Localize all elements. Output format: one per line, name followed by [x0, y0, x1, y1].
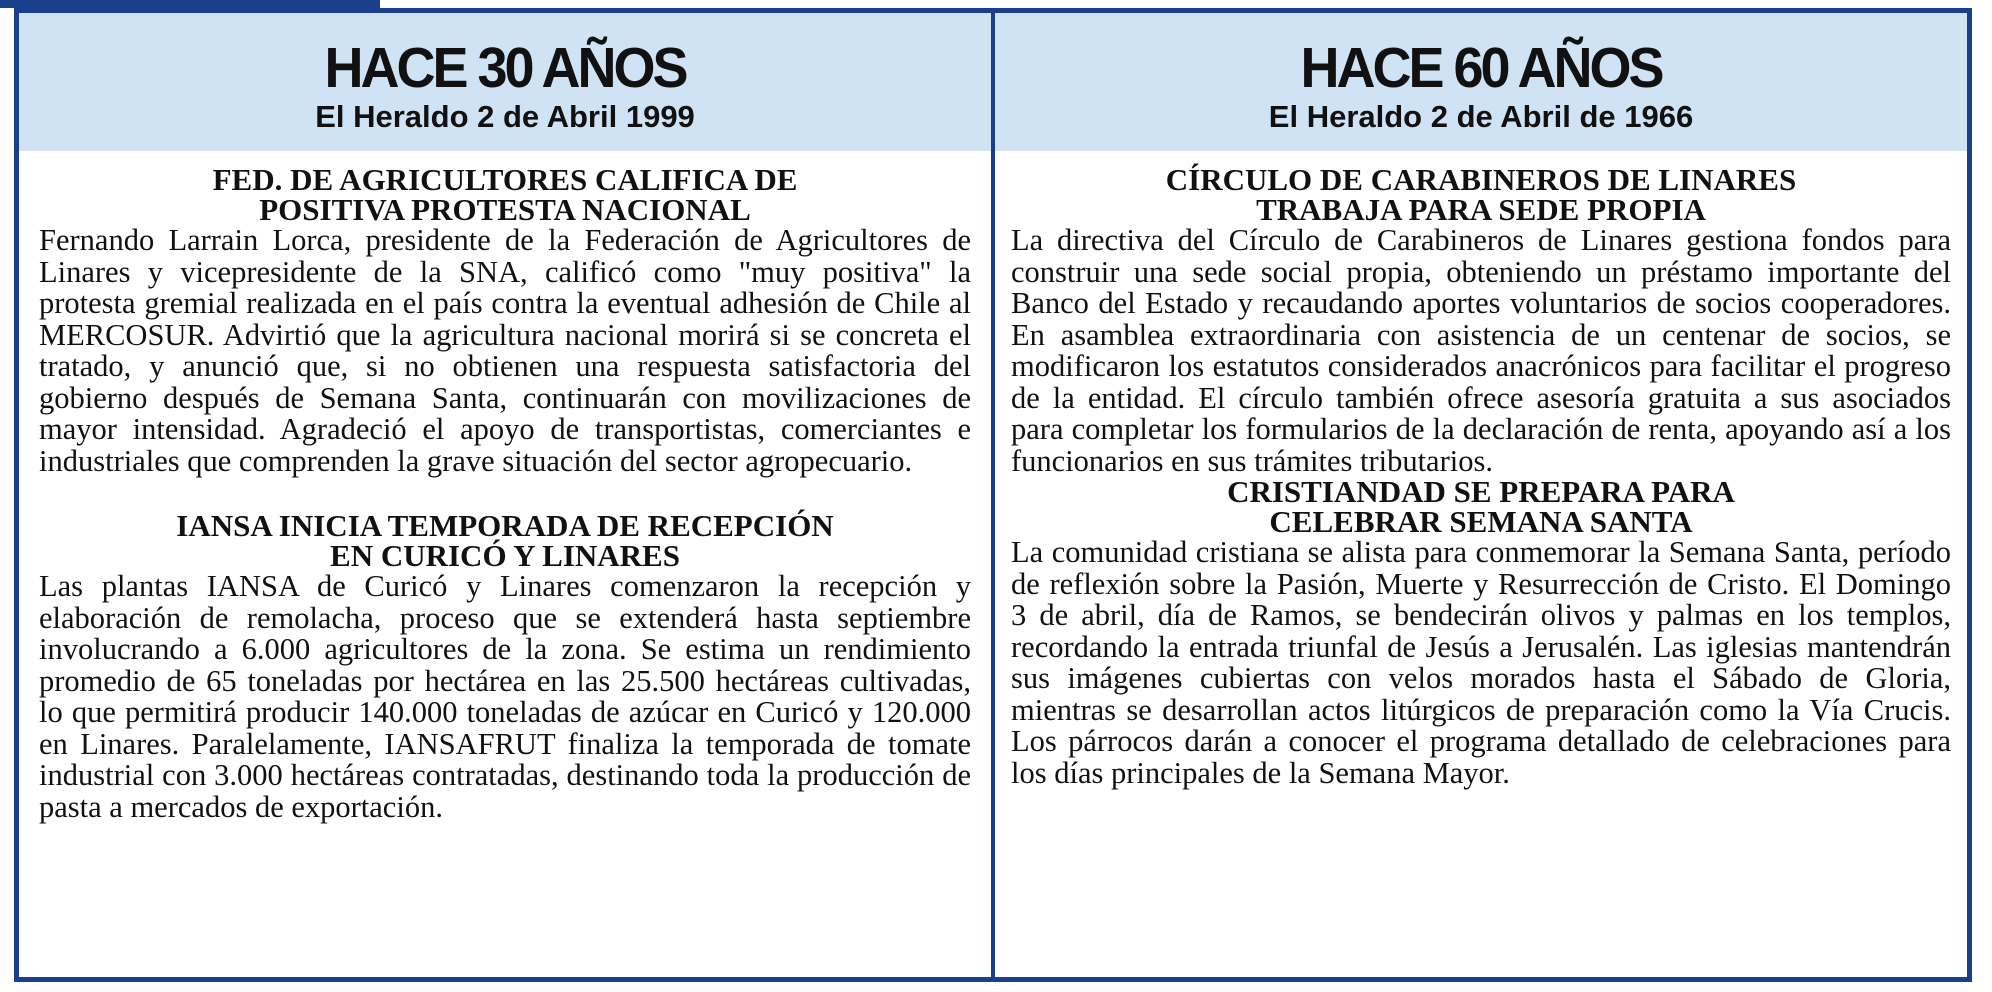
- headline-line: FED. DE AGRICULTORES CALIFICA DE: [212, 162, 798, 197]
- article-headline: [1011, 162, 1951, 227]
- article-circulo-carabineros: [1011, 162, 1951, 478]
- article-semana-santa: [1011, 474, 1951, 790]
- column-30-years: [19, 13, 995, 977]
- section-title: HACE 60 AÑOS: [1300, 36, 1662, 100]
- column-60-years: [995, 13, 1967, 977]
- headline-line: IANSA INICIA TEMPORADA DE RECEPCIÓN: [176, 508, 834, 543]
- headline-line: CELEBRAR SEMANA SANTA: [1269, 504, 1693, 539]
- headline-line: CÍRCULO DE CARABINEROS DE LINARES: [1165, 162, 1797, 197]
- article-iansa: [39, 508, 971, 824]
- spacer: [39, 477, 971, 511]
- top-accent-bar: [0, 0, 380, 8]
- article-body: Fernando Larrain Lorca, presidente de la Federación de Agricultores de Linares y vicepresidente de la SNA, calificó como "muy positiva" la protesta gremial realizada en el país contra la eventual adhesión de Chile al MERCOSUR. Advirtió que la agricultura nacional morirá si se concreta el tratado, y anunció que, si no obtienen una respuesta satisfactoria del gobierno después de Semana Santa, continuarán con movilizaciones de mayor intensidad. Agradeció el apoyo de transportistas, comerciantes e industriales que comprenden la grave situación del sector agropecuario.: [39, 223, 971, 478]
- article-headline: [39, 162, 971, 227]
- section-subtitle: El Heraldo 2 de Abril de 1966: [1268, 99, 1694, 134]
- article-headline: [1011, 474, 1951, 539]
- section-subtitle: El Heraldo 2 de Abril 1999: [315, 99, 695, 134]
- article-body: Las plantas IANSA de Curicó y Linares comenzaron la recepción y elaboración de remolacha, proceso que se extenderá hasta septiembre involucrando a 6.000 agricultores de la zona. Se estima un rendimiento promedio de 65 toneladas por hectárea en las 25.500 hectáreas cultivadas, lo que permitirá producir 140.000 toneladas de azúcar en Curicó y 120.000 en Linares. Paralelamente, IANSAFRUT finaliza la temporada de tomate industrial con 3.000 hectáreas contratadas, destinando toda la producción de pasta a mercados de exportación.: [39, 569, 971, 824]
- column-content: [19, 151, 991, 823]
- column-content: [995, 151, 1967, 789]
- section-title: HACE 30 AÑOS: [324, 36, 686, 100]
- headline-line: EN CURICÓ Y LINARES: [330, 538, 680, 573]
- article-fed-agricultores: [39, 162, 971, 478]
- section-header-60-years: [995, 13, 1967, 151]
- article-body: La comunidad cristiana se alista para conmemorar la Semana Santa, período de reflexión sobre la Pasión, Muerte y Resurrección de Cristo. El Domingo 3 de abril, día de Ramos, se bendecirán olivos y palmas en los templos, recordando la entrada triunfal de Jesús a Jerusalén. Las iglesias mantendrán sus imágenes cubiertas con velos morados hasta el Sábado de Gloria, mientras se desarrollan actos litúrgicos de preparación como la Vía Crucis. Los párrocos darán a conocer el programa detallado de celebraciones para los días principales de la Semana Mayor.: [1011, 535, 1951, 790]
- headline-line: CRISTIANDAD SE PREPARA PARA: [1227, 474, 1735, 509]
- article-body: La directiva del Círculo de Carabineros de Linares gestiona fondos para construir una sede social propia, obteniendo un préstamo importante del Banco del Estado y recaudando aportes voluntarios de socios cooperadores. En asamblea extraordinaria con asistencia de un centenar de socios, se modificaron los estatutos considerados anacrónicos para facilitar el progreso de la entidad. El círculo también ofrece asesoría gratuita a sus asociados para completar los formularios de la declaración de renta, apoyando así a los funcionarios en sus trámites tributarios.: [1011, 223, 1951, 478]
- article-headline: [39, 508, 971, 573]
- page-frame: [14, 8, 1972, 982]
- headline-line: POSITIVA PROTESTA NACIONAL: [259, 192, 751, 227]
- section-header-30-years: [19, 13, 991, 151]
- headline-line: TRABAJA PARA SEDE PROPIA: [1256, 192, 1706, 227]
